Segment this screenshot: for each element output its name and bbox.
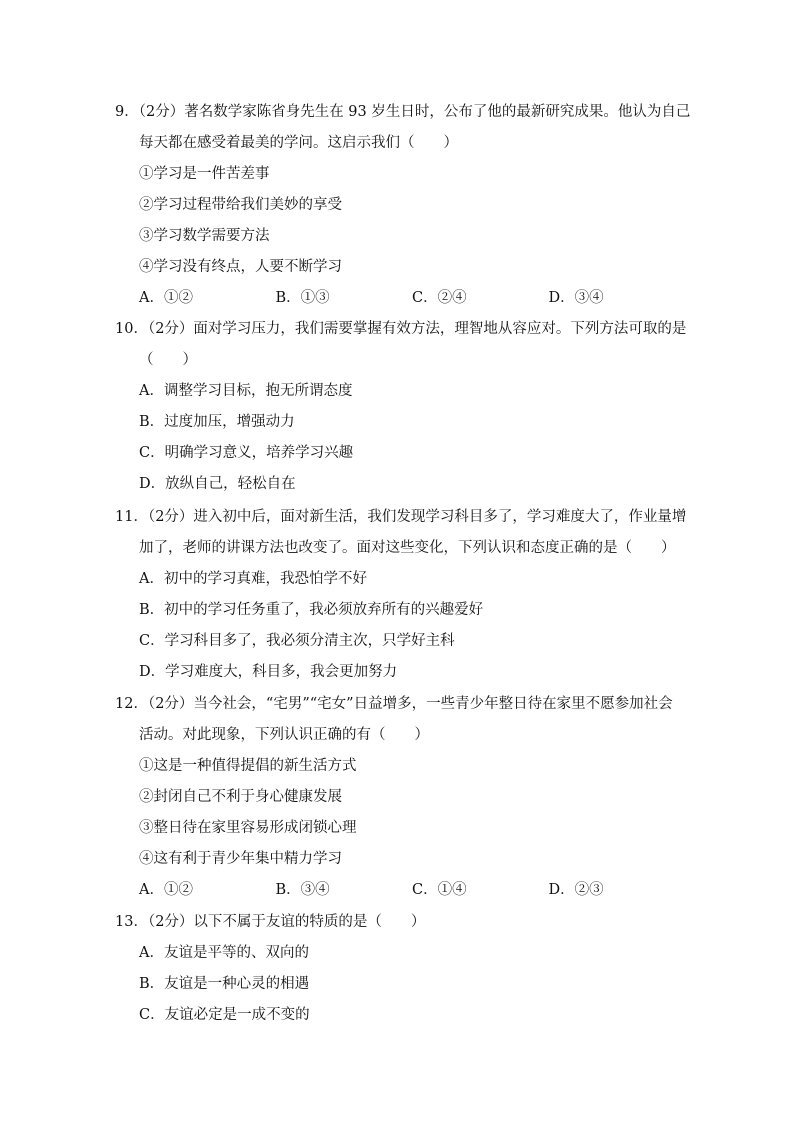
question-12 — [115, 689, 685, 906]
option-a[interactable]: A．①② — [139, 882, 193, 898]
question-stem-line: 12．（2分）当今社会，“宅男”“宅女”日益增多，一些青少年整日待在家里不愿参加社会 — [115, 696, 673, 712]
statement-item: ②封闭自己不利于身心健康发展 — [139, 789, 342, 805]
question-stem-line: 每天都在感受着最美的学问。这启示我们（ ） — [139, 135, 458, 151]
option-d[interactable]: D．③④ — [548, 290, 604, 306]
statement-item: ③学习数学需要方法 — [139, 228, 270, 244]
statement-item: ④这有利于青少年集中精力学习 — [139, 851, 342, 867]
statement-item: ③整日待在家里容易形成闭锁心理 — [139, 820, 357, 836]
question-stem-line: 活动。对此现象，下列认识正确的有（ ） — [139, 727, 429, 743]
question-11 — [115, 502, 685, 688]
option-a[interactable]: A．①② — [139, 290, 193, 306]
statement-item: ①学习是一件苦差事 — [139, 166, 270, 182]
option-a[interactable]: A．调整学习目标，抱无所谓态度 — [139, 383, 353, 399]
statement-item: ④学习没有终点，人要不断学习 — [139, 259, 342, 275]
question-stem-line: 13．（2分）以下不属于友谊的特质的是（ ） — [115, 914, 426, 930]
question-stem-line: 9．（2分）著名数学家陈省身先生在 93 岁生日时，公布了他的最新研究成果。他认为自己 — [115, 104, 691, 120]
option-b[interactable]: B．初中的学习任务重了，我必须放弃所有的兴趣爱好 — [139, 602, 484, 618]
question-stem-line: 11．（2分）进入初中后，面对新生活，我们发现学习科目多了，学习难度大了，作业量增 — [115, 509, 687, 525]
option-d[interactable]: D．学习难度大，科目多，我会更加努力 — [139, 664, 398, 680]
option-c[interactable]: C．②④ — [412, 290, 467, 306]
question-stem-line: 10．（2分）面对学习压力，我们需要掌握有效方法，理智地从容应对。下列方法可取的是 — [115, 321, 687, 337]
option-c[interactable]: C．明确学习意义，培养学习兴趣 — [139, 445, 354, 461]
question-10 — [115, 314, 685, 500]
option-d[interactable]: D．放纵自己，轻松自在 — [139, 476, 296, 492]
option-a[interactable]: A．初中的学习真难，我恐怕学不好 — [139, 571, 367, 587]
option-d[interactable]: D．②③ — [548, 882, 604, 898]
option-b[interactable]: B．过度加压，增强动力 — [139, 414, 295, 430]
options-row — [115, 283, 685, 314]
option-c[interactable]: C．学习科目多了，我必须分清主次，只学好主科 — [139, 633, 455, 649]
question-stem-line: （ ） — [139, 352, 197, 368]
question-9 — [115, 97, 691, 314]
question-stem-line: 加了，老师的讲课方法也改变了。面对这些变化，下列认识和态度正确的是（ ） — [139, 540, 676, 556]
option-b[interactable]: B．①③ — [275, 290, 330, 306]
statement-item: ①这是一种值得提倡的新生活方式 — [139, 758, 357, 774]
option-a[interactable]: A．友谊是平等的、双向的 — [139, 945, 309, 961]
option-c[interactable]: C．①④ — [412, 882, 467, 898]
option-c[interactable]: C．友谊必定是一成不变的 — [139, 1007, 310, 1023]
statement-item: ②学习过程带给我们美妙的享受 — [139, 197, 342, 213]
options-row — [115, 875, 685, 906]
option-b[interactable]: B．友谊是一种心灵的相遇 — [139, 976, 310, 992]
option-b[interactable]: B．③④ — [275, 882, 330, 898]
question-13 — [115, 907, 685, 1031]
